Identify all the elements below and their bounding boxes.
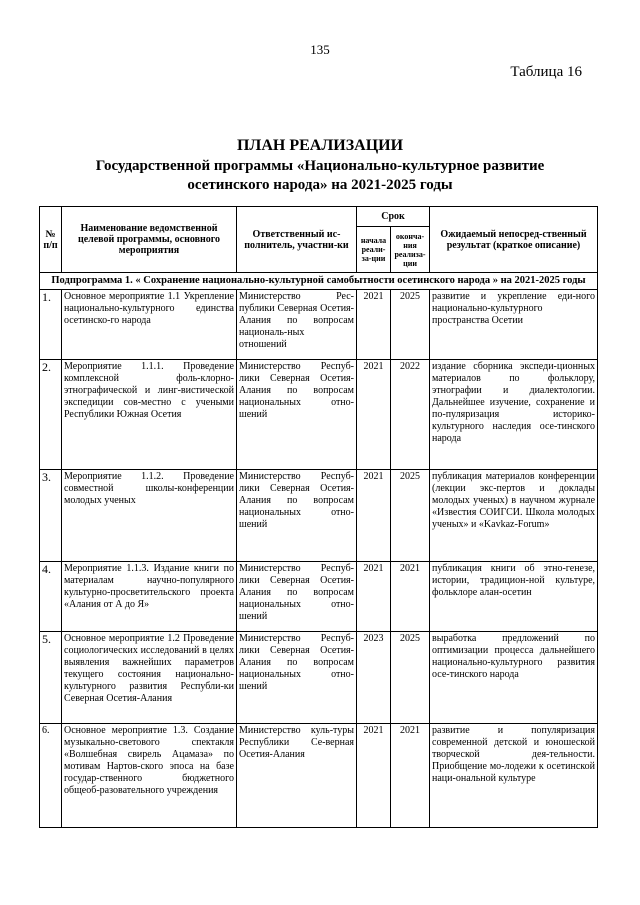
row-end: 2021 <box>391 724 430 828</box>
row-name: Мероприятие 1.1.1. Проведение комплексной фоль-клорно-этнографической и линг-вистической экспедиции сов-местно с учеными Республики Южная Осетия <box>62 360 237 470</box>
row-responsible: Министерство Рес-публики Северная Осетия-Алания по вопросам националь-ных отношений <box>237 290 357 360</box>
row-responsible: Министерство Респуб-лики Северная Осетия-Алания по вопросам национальных отно-шений <box>237 632 357 724</box>
header-term: Срок <box>357 207 430 227</box>
table-row <box>40 290 598 360</box>
row-result: развитие и укрепление еди-ного национально-культурного пространства Осетии <box>430 290 598 360</box>
header-num: № п/п <box>40 207 62 273</box>
row-result: публикация книги об этно-генезе, истории, традицион-ной культуре, фольклоре алан-осетин <box>430 562 598 632</box>
table-row <box>40 632 598 724</box>
row-start: 2023 <box>357 632 391 724</box>
row-end: 2025 <box>391 470 430 562</box>
row-num: 6. <box>40 724 62 828</box>
row-end: 2025 <box>391 290 430 360</box>
row-result: выработка предложений по оптимизации процесса дальнейшего национально-культурного развития осе-тинского народа <box>430 632 598 724</box>
row-start: 2021 <box>357 724 391 828</box>
row-name: Мероприятие 1.1.2. Проведение совместной школы-конференции молодых ученых <box>62 470 237 562</box>
row-end: 2021 <box>391 562 430 632</box>
document-title <box>70 135 570 195</box>
header-start: начала реали-за-ции <box>357 227 391 273</box>
title-line-3: осетинского народа» на 2021-2025 годы <box>187 177 453 193</box>
row-responsible: Министерство Респуб-лики Северная Осетия-Алания по вопросам национальных отно-шений <box>237 562 357 632</box>
row-start: 2021 <box>357 360 391 470</box>
row-result: развитие и популяризация современной детской и юношеской творческой дея-тельности. Приобщение мо-лодежи к осетинской наци-ональной культуре <box>430 724 598 828</box>
row-responsible: Министерство Респуб-лики Северная Осетия-Алания по вопросам национальных отно-шений <box>237 360 357 470</box>
table-row <box>40 562 598 632</box>
table-row <box>40 470 598 562</box>
table-label: Таблица 16 <box>510 64 582 80</box>
header-name: Наименование ведомственной целевой программы, основного мероприятия <box>62 207 237 273</box>
row-result: издание сборника экспеди-ционных материалов по фольклору, этнографии и диалектологии. Дальнейшее изучение, сохранение и по-пуляризация историко-культурного наследия осе-тинского народа <box>430 360 598 470</box>
title-line-1: ПЛАН РЕАЛИЗАЦИИ <box>236 137 404 154</box>
row-name: Основное мероприятие 1.1 Укрепление национально-культурного единства осетинско-го народа <box>62 290 237 360</box>
table-row <box>40 724 598 828</box>
header-result: Ожидаемый непосред-ственный результат (краткое описание) <box>430 207 598 273</box>
implementation-plan-table <box>39 206 598 828</box>
row-name: Мероприятие 1.1.3. Издание книги по материалам научно-популярного культурно-просветительского проекта «Алания от А до Я» <box>62 562 237 632</box>
row-result: публикация материалов конференции (лекции экс-пертов и доклады молодых ученых) в научном журнале «Известия СОИГСИ. Школа молодых ученых» и «Kavkaz-Forum» <box>430 470 598 562</box>
page-number: 135 <box>310 42 330 57</box>
table-row <box>40 360 598 470</box>
row-start: 2021 <box>357 562 391 632</box>
row-end: 2022 <box>391 360 430 470</box>
row-start: 2021 <box>357 470 391 562</box>
row-name: Основное мероприятие 1.3. Создание музыкально-светового спектакля «Волшебная свирель Ацамаза» по мотивам Нартов-ского эпоса на базе государ-ственного бюджетного общеоб-разовательного учреждения <box>62 724 237 828</box>
row-end: 2025 <box>391 632 430 724</box>
row-num: 4. <box>40 562 62 632</box>
title-line-2: Государственной программы «Национально-культурное развитие <box>95 158 545 174</box>
row-num: 1. <box>40 290 62 360</box>
row-responsible: Министерство куль-туры Республики Се-верная Осетия-Алания <box>237 724 357 828</box>
row-responsible: Министерство Респуб-лики Северная Осетия-Алания по вопросам национальных отно-шений <box>237 470 357 562</box>
header-responsible: Ответственный ис-полнитель, участни-ки <box>237 207 357 273</box>
header-end: оконча-ния реализа-ции <box>391 227 430 273</box>
row-num: 3. <box>40 470 62 562</box>
row-num: 5. <box>40 632 62 724</box>
row-start: 2021 <box>357 290 391 360</box>
row-name: Основное мероприятие 1.2 Проведение социологических исследований в целях выявления важнейших параметров текущего состояния национально-культурного развития Республи-ки Северная Осетия-Алания <box>62 632 237 724</box>
row-num: 2. <box>40 360 62 470</box>
subprogram-header: Подпрограмма 1. « Сохранение национально-культурной самобытности осетинского народа » на 2021-2025 годы <box>40 273 598 290</box>
